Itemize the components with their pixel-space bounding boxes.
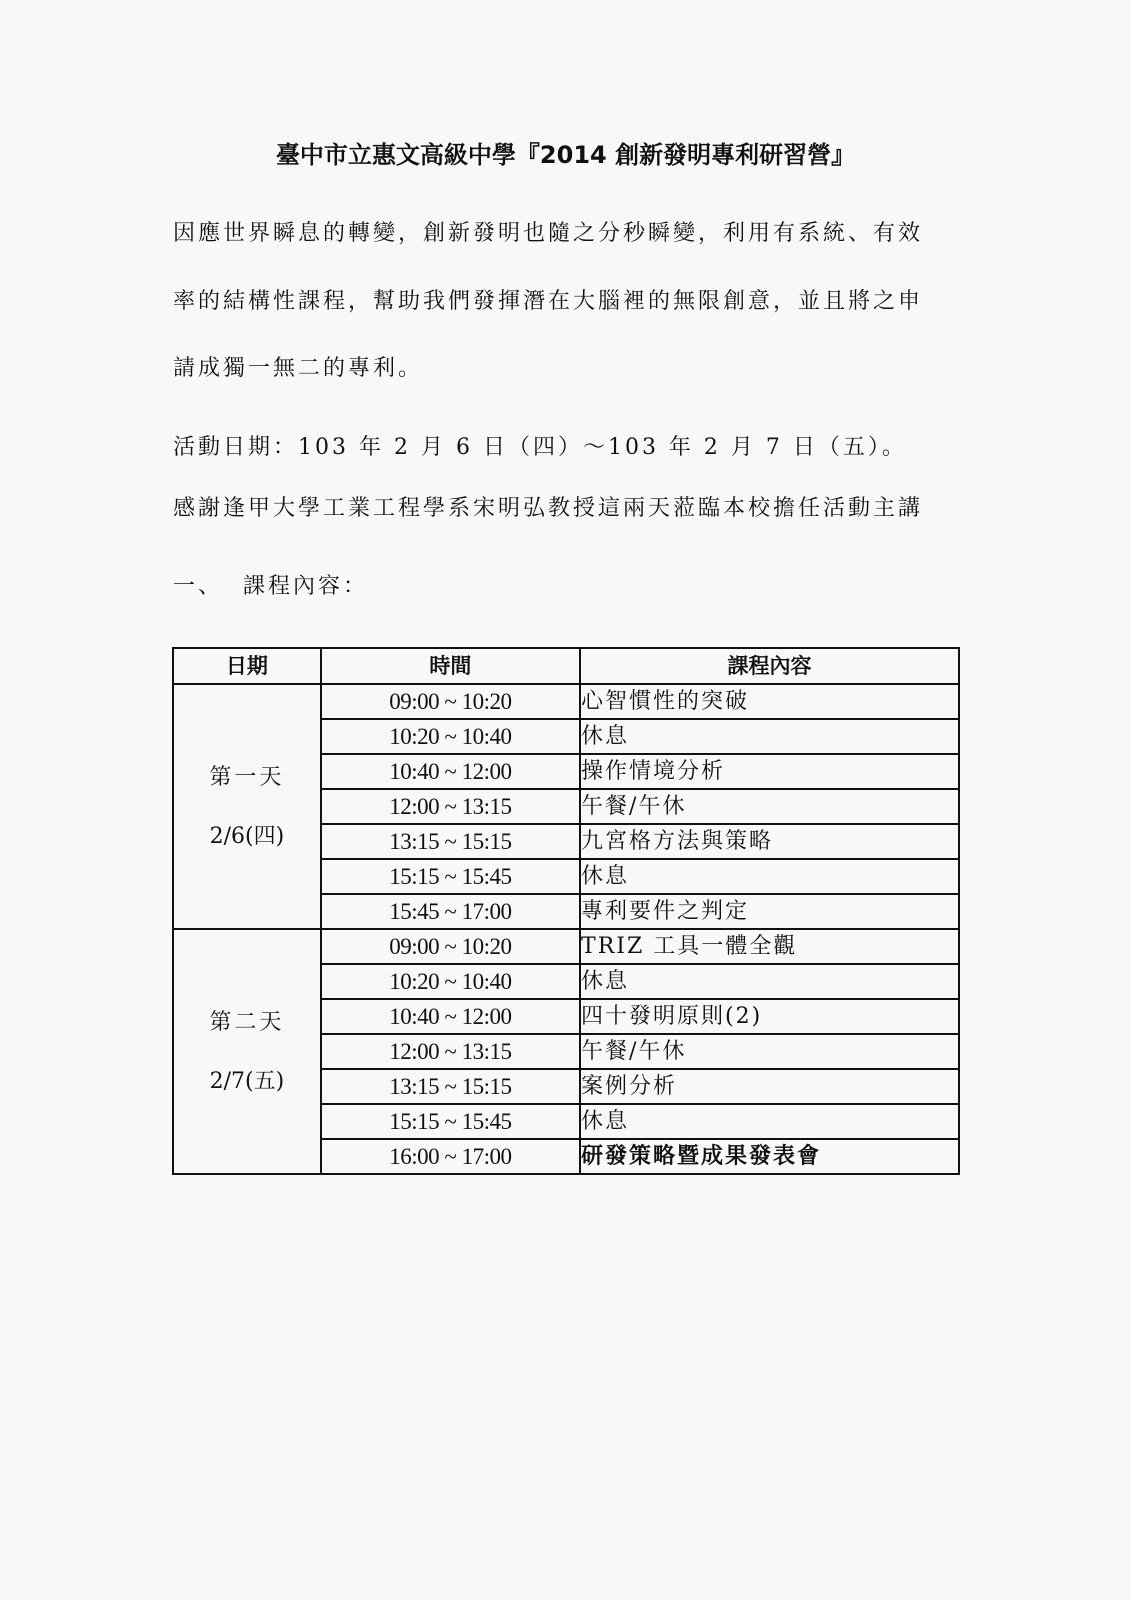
- session-content: TRIZ 工具一體全觀: [580, 929, 959, 964]
- session-time: 15:45 ~ 17:00: [321, 894, 580, 929]
- session-content: 四十發明原則(2): [580, 999, 959, 1034]
- section-number: 一、: [173, 574, 224, 599]
- session-content: 午餐/午休: [580, 789, 959, 824]
- session-time: 16:00 ~ 17:00: [321, 1139, 580, 1174]
- table-row: [173, 929, 959, 964]
- header-time: 時間: [321, 648, 580, 684]
- session-time: 13:15 ~ 15:15: [321, 824, 580, 859]
- session-time: 12:00 ~ 13:15: [321, 789, 580, 824]
- session-content: 案例分析: [580, 1069, 959, 1104]
- day-date: 2/6(四): [209, 823, 285, 849]
- day-cell-1: [173, 684, 321, 929]
- day-date: 2/7(五): [209, 1068, 285, 1094]
- header-day: 日期: [173, 648, 321, 684]
- session-content: 研發策略暨成果發表會: [580, 1139, 959, 1174]
- section-title: 課程內容：: [243, 574, 369, 599]
- thanks-note: 感謝逢甲大學工業工程學系宋明弘教授這兩天蒞臨本校擔任活動主講: [173, 496, 924, 521]
- document-title: 臺中市立惠文高級中學『2014 創新發明專利研習營』: [275, 141, 856, 169]
- session-content: 九宮格方法與策略: [580, 824, 959, 859]
- session-content: 休息: [580, 859, 959, 894]
- day-cell-2: [173, 929, 321, 1174]
- table-header-row: [173, 648, 959, 684]
- table-row: [173, 684, 959, 719]
- session-time: 15:15 ~ 15:45: [321, 1104, 580, 1139]
- session-content: 操作情境分析: [580, 754, 959, 789]
- intro-paragraph-line-3: 請成獨一無二的專利。: [173, 356, 424, 381]
- session-time: 15:15 ~ 15:45: [321, 859, 580, 894]
- session-content: 休息: [580, 1104, 959, 1139]
- session-content: 專利要件之判定: [580, 894, 959, 929]
- session-content: 休息: [580, 964, 959, 999]
- schedule-table: [172, 647, 960, 1175]
- intro-paragraph-line-1: 因應世界瞬息的轉變，創新發明也隨之分秒瞬變，利用有系統、有效: [173, 221, 924, 246]
- session-time: 10:40 ~ 12:00: [321, 999, 580, 1034]
- session-content: 心智慣性的突破: [580, 684, 959, 719]
- day-label: 第二天: [209, 1009, 285, 1035]
- session-content: 午餐/午休: [580, 1034, 959, 1069]
- session-time: 10:20 ~ 10:40: [321, 719, 580, 754]
- session-time: 09:00 ~ 10:20: [321, 684, 580, 719]
- header-content: 課程內容: [580, 648, 959, 684]
- intro-paragraph-line-2: 率的結構性課程，幫助我們發揮潛在大腦裡的無限創意，並且將之申: [173, 289, 924, 314]
- session-content: 休息: [580, 719, 959, 754]
- activity-date: 活動日期：103 年 2 月 6 日（四）～103 年 2 月 7 日（五）。: [173, 435, 907, 460]
- day-label: 第一天: [209, 764, 285, 790]
- session-time: 12:00 ~ 13:15: [321, 1034, 580, 1069]
- session-time: 10:40 ~ 12:00: [321, 754, 580, 789]
- session-time: 10:20 ~ 10:40: [321, 964, 580, 999]
- session-time: 09:00 ~ 10:20: [321, 929, 580, 964]
- section-heading: [173, 569, 368, 600]
- session-time: 13:15 ~ 15:15: [321, 1069, 580, 1104]
